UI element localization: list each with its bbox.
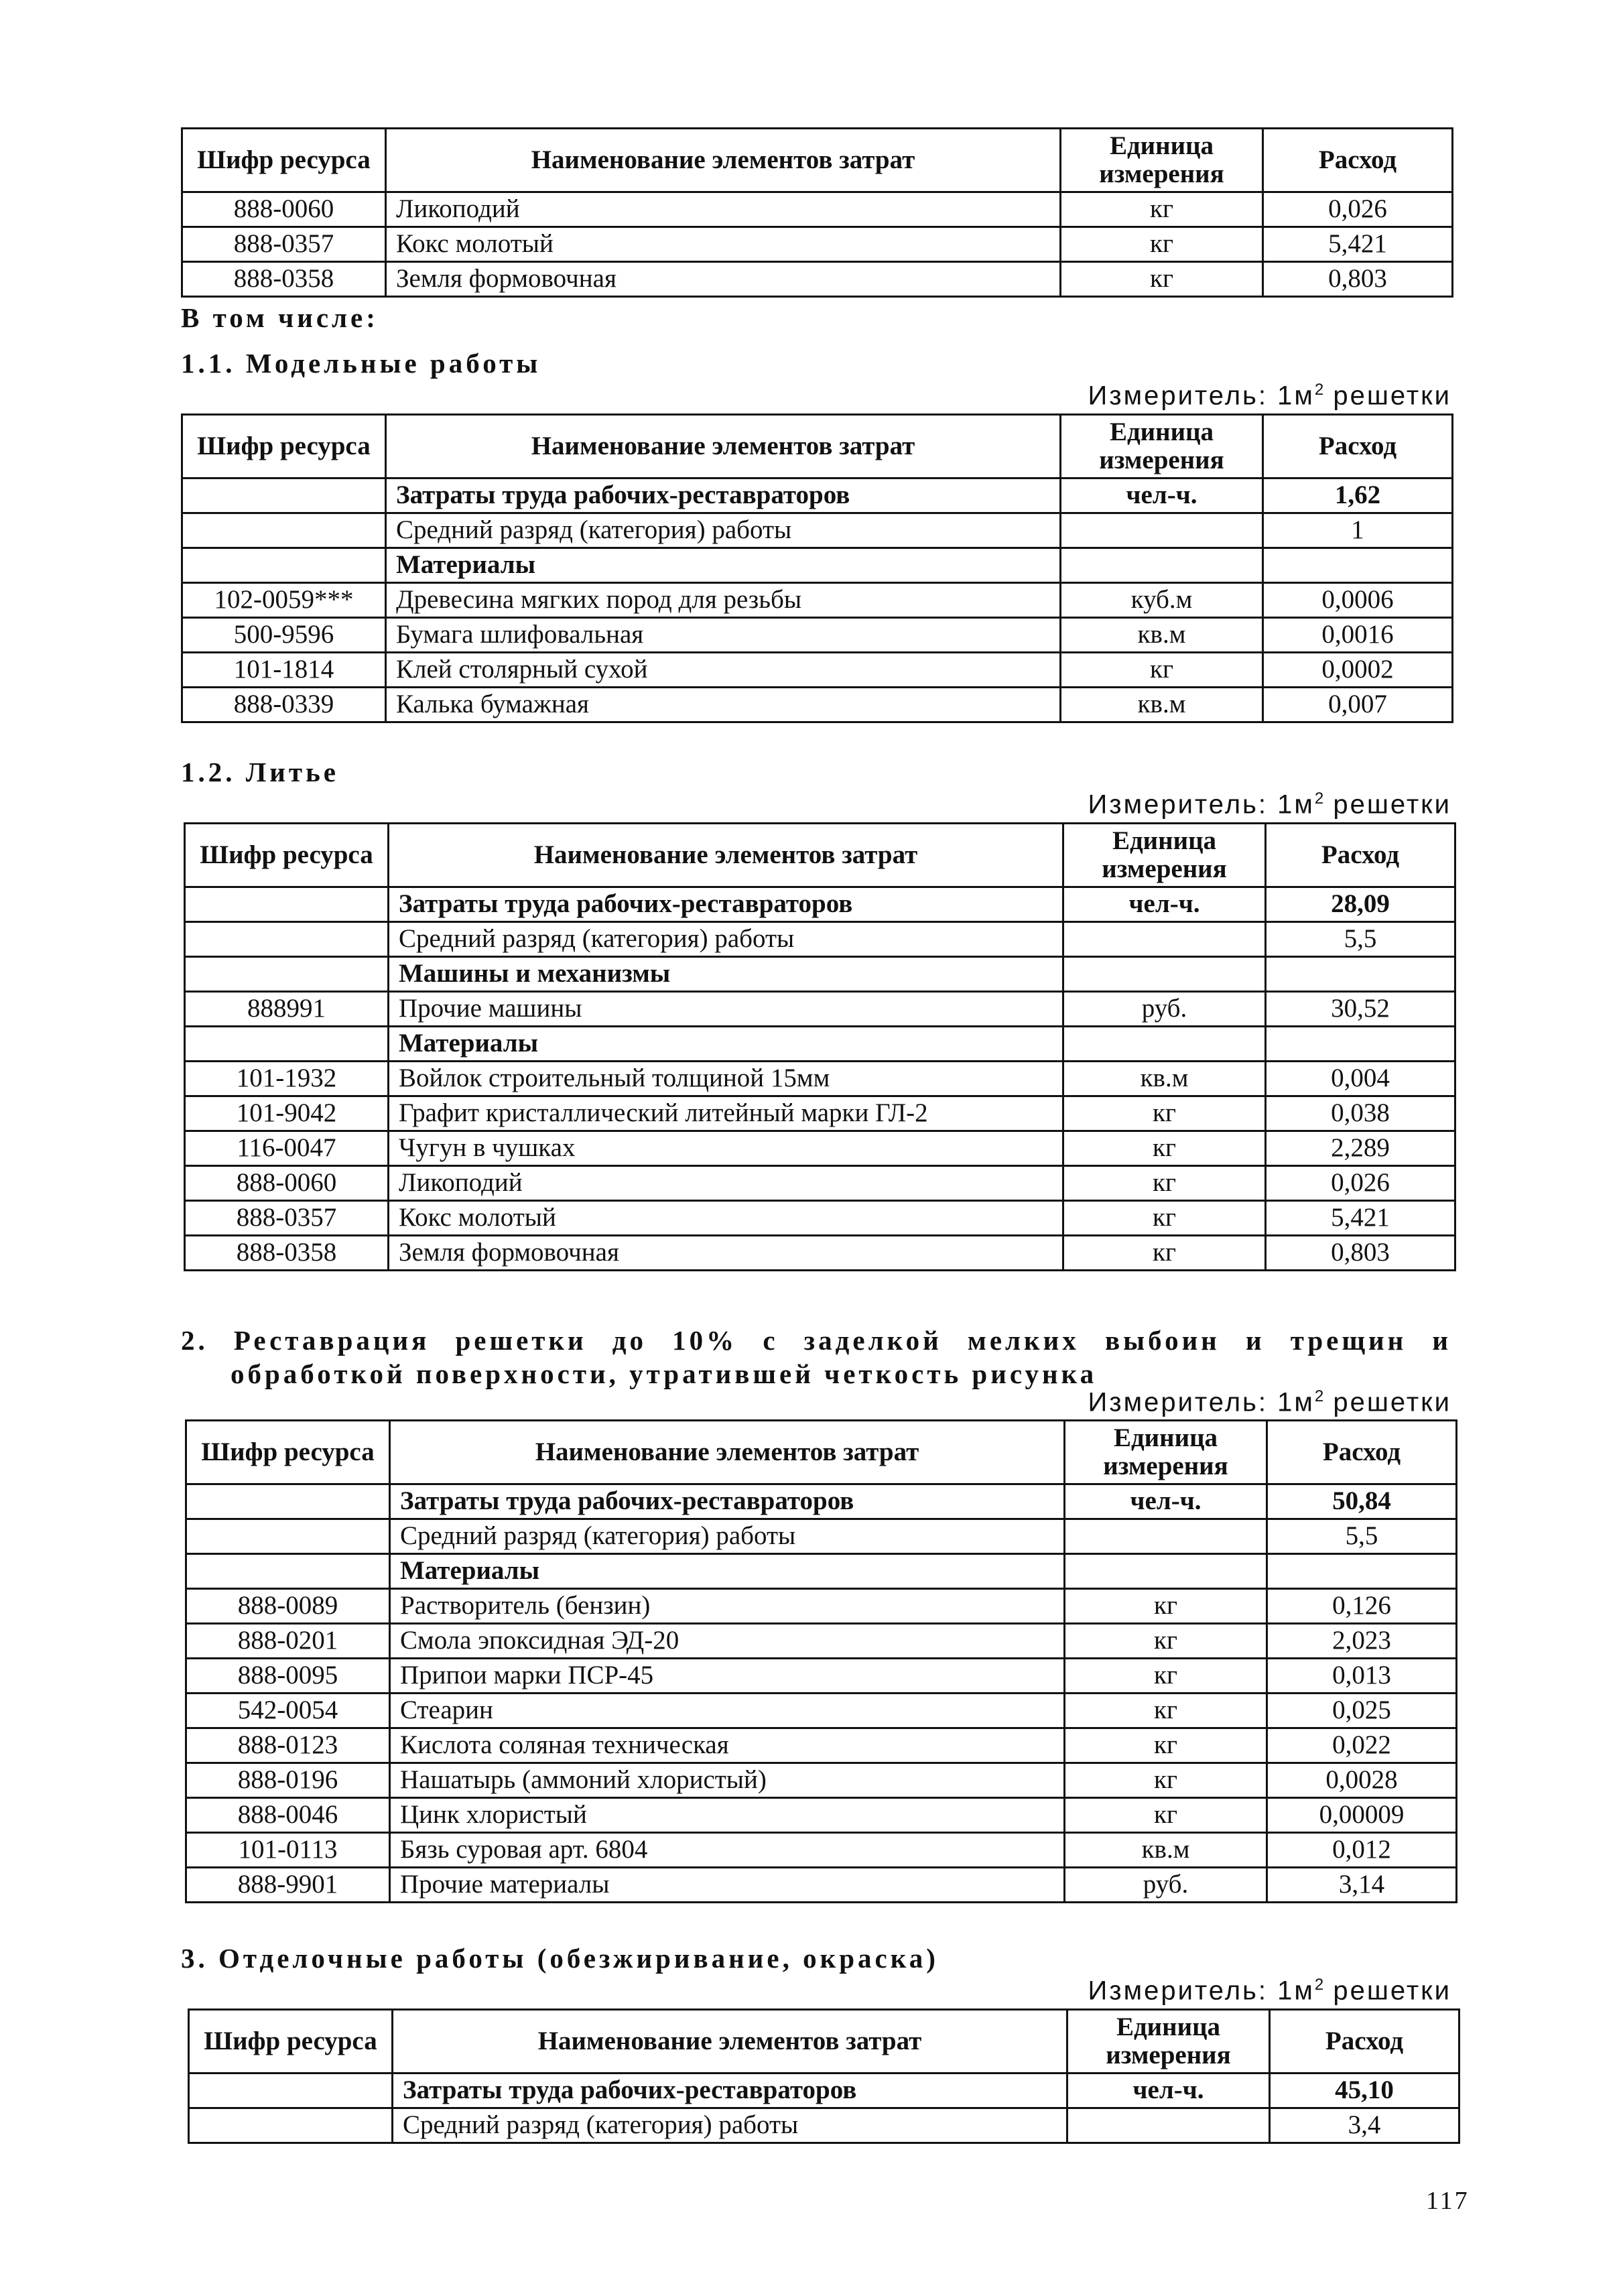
cell-unit: кг: [1063, 1166, 1266, 1201]
meter-label: Измеритель: 1м: [1088, 1387, 1315, 1417]
cell-amount: 2,289: [1266, 1131, 1455, 1166]
cell-amount: 0,126: [1267, 1589, 1457, 1624]
cell-amount: 5,5: [1267, 1519, 1457, 1554]
table-row: [185, 1027, 1455, 1062]
cell-name: Затраты труда рабочих-реставраторов: [393, 2074, 1067, 2108]
cell-code: 888991: [185, 992, 389, 1027]
col-header-code: Шифр ресурса: [185, 824, 389, 887]
cell-code: 888-0060: [182, 192, 386, 227]
cell-code: [185, 1027, 389, 1062]
cell-code: [185, 887, 389, 922]
cell-unit: чел-ч.: [1067, 2074, 1270, 2108]
cell-amount: 0,013: [1267, 1659, 1457, 1694]
meter-sup: 2: [1314, 789, 1324, 808]
cell-amount: 50,84: [1267, 1484, 1457, 1519]
cell-amount: 0,026: [1263, 192, 1453, 227]
table-row: [185, 957, 1455, 992]
meter-tail: решетки: [1323, 381, 1451, 411]
table-row: [182, 479, 1453, 513]
cell-code: 888-0123: [186, 1728, 390, 1763]
cell-name: Средний разряд (категория) работы: [393, 2108, 1067, 2143]
cell-amount: [1263, 548, 1453, 583]
section-3-title: 3. Отделочные работы (обезжиривание, окраска): [181, 1943, 939, 1974]
cell-code: 888-0201: [186, 1624, 390, 1659]
cell-amount: [1266, 1027, 1455, 1062]
cell-name: Смола эпоксидная ЭД-20: [390, 1624, 1065, 1659]
cell-unit: чел-ч.: [1061, 479, 1263, 513]
resource-table-2: [185, 1419, 1457, 1903]
cell-unit: [1063, 922, 1266, 957]
cell-name: Кокс молотый: [386, 227, 1061, 262]
table-row: [185, 1201, 1455, 1236]
cell-code: [186, 1484, 390, 1519]
table-row: [185, 1062, 1455, 1096]
col-header-name: Наименование элементов затрат: [386, 415, 1061, 479]
cell-amount: 2,023: [1267, 1624, 1457, 1659]
cell-amount: 3,4: [1270, 2108, 1459, 2143]
meter-label: Измеритель: 1м: [1088, 1976, 1315, 2006]
unit-of-measure: [1088, 1387, 1451, 1417]
cell-unit: кв.м: [1065, 1833, 1267, 1868]
cell-name: Прочие материалы: [390, 1868, 1065, 1903]
cell-unit: кг: [1061, 262, 1263, 297]
cell-name: Прочие машины: [389, 992, 1063, 1027]
section-1-1-title: 1.1. Модельные работы: [181, 348, 541, 379]
cell-amount: [1267, 1554, 1457, 1589]
cell-name: Материалы: [389, 1027, 1063, 1062]
cell-name: Земля формовочная: [386, 262, 1061, 297]
cell-unit: кг: [1065, 1659, 1267, 1694]
cell-code: 888-0060: [185, 1166, 389, 1201]
table-row: [182, 262, 1453, 297]
cell-unit: кг: [1061, 192, 1263, 227]
cell-amount: 0,026: [1266, 1166, 1455, 1201]
cell-code: 888-0357: [182, 227, 386, 262]
cell-amount: 0,803: [1263, 262, 1453, 297]
cell-unit: кг: [1065, 1763, 1267, 1798]
cell-code: [186, 1519, 390, 1554]
table-row: [186, 1728, 1457, 1763]
col-header-amount: Расход: [1263, 415, 1453, 479]
col-header-amount: Расход: [1267, 1421, 1457, 1484]
cell-unit: кв.м: [1063, 1062, 1266, 1096]
cell-unit: кг: [1065, 1589, 1267, 1624]
cell-code: 888-0358: [182, 262, 386, 297]
cell-name: Бумага шлифовальная: [386, 618, 1061, 653]
cell-name: Средний разряд (категория) работы: [389, 922, 1063, 957]
cell-code: 888-0357: [185, 1201, 389, 1236]
cell-unit: кв.м: [1061, 688, 1263, 722]
table-row: [186, 1694, 1457, 1728]
cell-code: [185, 922, 389, 957]
col-header-name: Наименование элементов затрат: [389, 824, 1063, 887]
resource-table-1-2: [184, 822, 1456, 1271]
cell-code: 101-1932: [185, 1062, 389, 1096]
cell-name: Кокс молотый: [389, 1201, 1063, 1236]
col-header-name: Наименование элементов затрат: [393, 2010, 1067, 2074]
table-row: [182, 688, 1453, 722]
cell-code: [189, 2074, 393, 2108]
cell-code: 500-9596: [182, 618, 386, 653]
cell-unit: кг: [1063, 1201, 1266, 1236]
section-2-title-line2: обработкой поверхности, утратившей четкость рисунка: [231, 1358, 1098, 1389]
cell-unit: [1061, 548, 1263, 583]
cell-unit: кг: [1065, 1728, 1267, 1763]
table-row: [186, 1519, 1457, 1554]
cell-name: Средний разряд (категория) работы: [390, 1519, 1065, 1554]
cell-amount: 0,007: [1263, 688, 1453, 722]
cell-unit: чел-ч.: [1063, 887, 1266, 922]
cell-amount: 45,10: [1270, 2074, 1459, 2108]
meter-label: Измеритель: 1м: [1088, 789, 1315, 820]
table-row: [186, 1868, 1457, 1903]
cell-code: 116-0047: [185, 1131, 389, 1166]
cell-unit: кг: [1065, 1624, 1267, 1659]
page-number: 117: [1426, 2187, 1470, 2215]
col-header-name: Наименование элементов затрат: [386, 129, 1061, 192]
cell-amount: 28,09: [1266, 887, 1455, 922]
cell-unit: [1061, 513, 1263, 548]
table-row: [185, 1166, 1455, 1201]
table-row: [186, 1659, 1457, 1694]
cell-code: 888-0196: [186, 1763, 390, 1798]
cell-unit: куб.м: [1061, 583, 1263, 618]
section-2-title-line1: 2. Реставрация решетки до 10% с заделкой мелких выбоин и трещин и: [181, 1325, 1451, 1356]
cell-code: 542-0054: [186, 1694, 390, 1728]
cell-name: Ликоподий: [386, 192, 1061, 227]
cell-amount: 0,0002: [1263, 653, 1453, 688]
table-row: [186, 1763, 1457, 1798]
cell-amount: 30,52: [1266, 992, 1455, 1027]
col-header-name: Наименование элементов затрат: [390, 1421, 1065, 1484]
cell-code: 888-0095: [186, 1659, 390, 1694]
cell-name: Ликоподий: [389, 1166, 1063, 1201]
table-row: [186, 1798, 1457, 1833]
cell-code: 888-0089: [186, 1589, 390, 1624]
cell-unit: [1067, 2108, 1270, 2143]
cell-unit: кг: [1063, 1096, 1266, 1131]
cell-name: Клей столярный сухой: [386, 653, 1061, 688]
cell-name: Затраты труда рабочих-реставраторов: [390, 1484, 1065, 1519]
col-header-code: Шифр ресурса: [186, 1421, 390, 1484]
cell-amount: [1266, 957, 1455, 992]
cell-amount: 0,038: [1266, 1096, 1455, 1131]
col-header-code: Шифр ресурса: [189, 2010, 393, 2074]
cell-name: Графит кристаллический литейный марки ГЛ-2: [389, 1096, 1063, 1131]
col-header-code: Шифр ресурса: [182, 415, 386, 479]
cell-amount: 3,14: [1267, 1868, 1457, 1903]
meter-sup: 2: [1314, 381, 1324, 399]
including-label: В том числе:: [181, 302, 379, 333]
section-1-2-title: 1.2. Литье: [181, 757, 339, 787]
table-row: [186, 1624, 1457, 1659]
col-header-unit: Единица измерения: [1061, 129, 1263, 192]
cell-code: 101-0113: [186, 1833, 390, 1868]
cell-code: 888-0358: [185, 1236, 389, 1271]
cell-name: Затраты труда рабочих-реставраторов: [389, 887, 1063, 922]
cell-name: Припои марки ПСР-45: [390, 1659, 1065, 1694]
cell-unit: руб.: [1063, 992, 1266, 1027]
cell-name: Кислота соляная техническая: [390, 1728, 1065, 1763]
resource-table-continued: [181, 127, 1453, 298]
col-header-unit: Единица измерения: [1065, 1421, 1267, 1484]
cell-unit: кг: [1061, 653, 1263, 688]
cell-code: [189, 2108, 393, 2143]
col-header-unit: Единица измерения: [1061, 415, 1263, 479]
cell-name: Цинк хлористый: [390, 1798, 1065, 1833]
cell-unit: [1065, 1519, 1267, 1554]
cell-name: Стеарин: [390, 1694, 1065, 1728]
cell-unit: [1063, 957, 1266, 992]
resource-table-3: [188, 2008, 1460, 2144]
cell-code: 101-1814: [182, 653, 386, 688]
cell-code: 101-9042: [185, 1096, 389, 1131]
col-header-unit: Единица измерения: [1063, 824, 1266, 887]
cell-name: Калька бумажная: [386, 688, 1061, 722]
cell-unit: кг: [1065, 1694, 1267, 1728]
cell-unit: кг: [1065, 1798, 1267, 1833]
cell-amount: 0,803: [1266, 1236, 1455, 1271]
col-header-unit: Единица измерения: [1067, 2010, 1270, 2074]
cell-name: Земля формовочная: [389, 1236, 1063, 1271]
cell-name: Материалы: [386, 548, 1061, 583]
table-row: [185, 992, 1455, 1027]
cell-amount: 0,0016: [1263, 618, 1453, 653]
cell-code: [185, 957, 389, 992]
cell-name: Машины и механизмы: [389, 957, 1063, 992]
cell-unit: [1063, 1027, 1266, 1062]
cell-code: [182, 548, 386, 583]
cell-amount: 5,421: [1263, 227, 1453, 262]
cell-amount: 0,022: [1267, 1728, 1457, 1763]
cell-name: Нашатырь (аммоний хлористый): [390, 1763, 1065, 1798]
meter-label: Измеритель: 1м: [1088, 381, 1315, 411]
cell-unit: [1065, 1554, 1267, 1589]
meter-tail: решетки: [1323, 1387, 1451, 1417]
cell-amount: 5,421: [1266, 1201, 1455, 1236]
cell-amount: 5,5: [1266, 922, 1455, 957]
table-row: [186, 1833, 1457, 1868]
cell-code: 888-0339: [182, 688, 386, 722]
unit-of-measure: [1088, 1976, 1451, 2006]
meter-sup: 2: [1314, 1976, 1324, 1994]
cell-unit: кг: [1061, 227, 1263, 262]
cell-code: 102-0059***: [182, 583, 386, 618]
cell-amount: 1: [1263, 513, 1453, 548]
cell-code: [182, 479, 386, 513]
table-row: [186, 1589, 1457, 1624]
table-row: [182, 227, 1453, 262]
col-header-code: Шифр ресурса: [182, 129, 386, 192]
cell-unit: чел-ч.: [1065, 1484, 1267, 1519]
table-row: [186, 1554, 1457, 1589]
table-row: [182, 548, 1453, 583]
cell-unit: кг: [1063, 1236, 1266, 1271]
cell-unit: руб.: [1065, 1868, 1267, 1903]
cell-name: Бязь суровая арт. 6804: [390, 1833, 1065, 1868]
unit-of-measure: [1088, 381, 1451, 411]
table-row: [182, 653, 1453, 688]
table-row: [182, 513, 1453, 548]
cell-name: Войлок строительный толщиной 15мм: [389, 1062, 1063, 1096]
col-header-amount: Расход: [1270, 2010, 1459, 2074]
cell-amount: 0,004: [1266, 1062, 1455, 1096]
cell-name: Средний разряд (категория) работы: [386, 513, 1061, 548]
cell-unit: кг: [1063, 1131, 1266, 1166]
cell-name: Растворитель (бензин): [390, 1589, 1065, 1624]
unit-of-measure: [1088, 789, 1451, 820]
table-row: [189, 2074, 1459, 2108]
table-row: [185, 1236, 1455, 1271]
table-row: [186, 1484, 1457, 1519]
cell-name: Древесина мягких пород для резьбы: [386, 583, 1061, 618]
table-row: [185, 1131, 1455, 1166]
cell-name: Затраты труда рабочих-реставраторов: [386, 479, 1061, 513]
meter-tail: решетки: [1323, 789, 1451, 820]
table-row: [185, 887, 1455, 922]
cell-amount: 1,62: [1263, 479, 1453, 513]
table-row: [182, 618, 1453, 653]
cell-code: 888-9901: [186, 1868, 390, 1903]
col-header-amount: Расход: [1266, 824, 1455, 887]
cell-code: [186, 1554, 390, 1589]
meter-tail: решетки: [1323, 1976, 1451, 2006]
cell-code: 888-0046: [186, 1798, 390, 1833]
cell-amount: 0,0028: [1267, 1763, 1457, 1798]
table-row: [185, 1096, 1455, 1131]
table-row: [189, 2108, 1459, 2143]
cell-amount: 0,00009: [1267, 1798, 1457, 1833]
meter-sup: 2: [1314, 1387, 1324, 1405]
cell-amount: 0,0006: [1263, 583, 1453, 618]
cell-name: Материалы: [390, 1554, 1065, 1589]
col-header-amount: Расход: [1263, 129, 1453, 192]
table-row: [185, 922, 1455, 957]
cell-amount: 0,012: [1267, 1833, 1457, 1868]
cell-code: [182, 513, 386, 548]
cell-amount: 0,025: [1267, 1694, 1457, 1728]
cell-unit: кв.м: [1061, 618, 1263, 653]
table-row: [182, 583, 1453, 618]
resource-table-1-1: [181, 413, 1453, 723]
table-row: [182, 192, 1453, 227]
cell-name: Чугун в чушках: [389, 1131, 1063, 1166]
